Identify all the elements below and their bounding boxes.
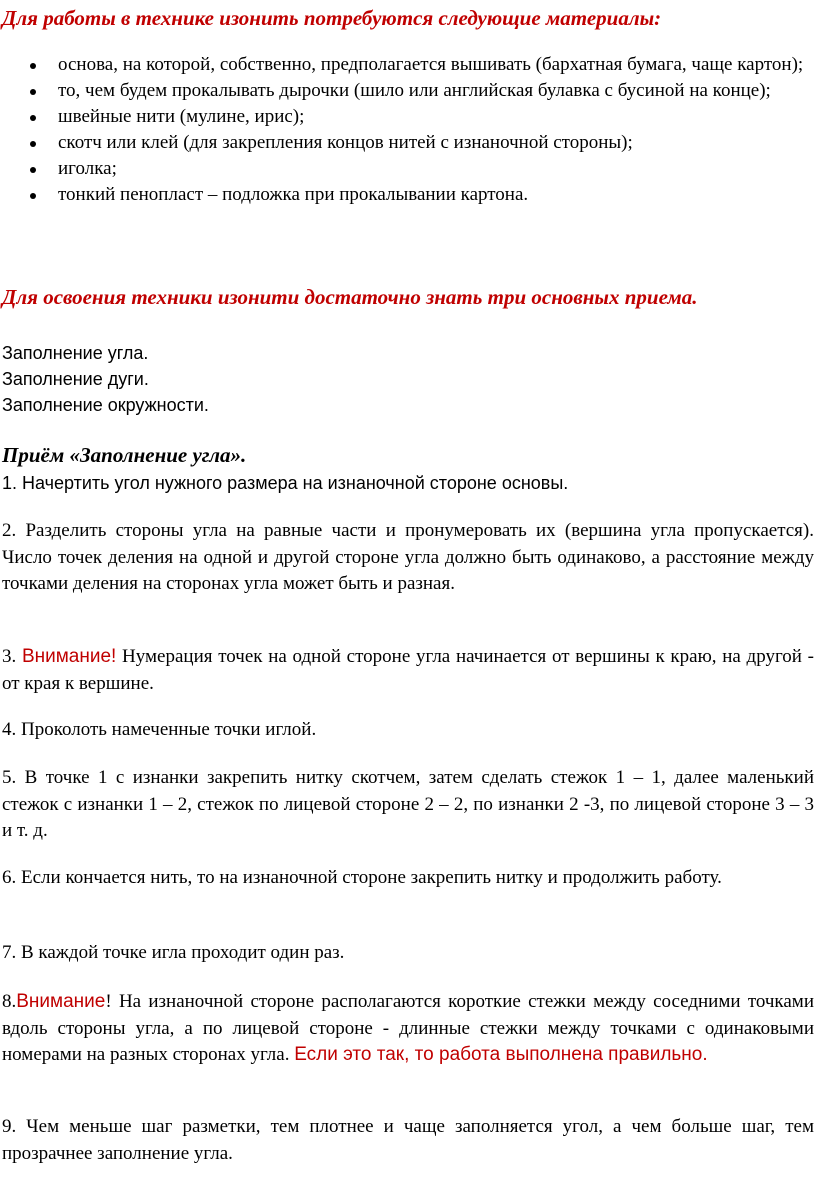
bullet-icon — [30, 89, 36, 95]
technique-item: Заполнение окружности. — [2, 395, 209, 415]
step-6: 6. Если кончается нить, то на изнаночной стороне закрепить нитку и продолжить работу. — [2, 867, 722, 888]
step-5: 5. В точке 1 с изнанки закрепить нитку скотчем, затем сделать стежок 1 – 1, далее маленький стежок с изнанки 1 – 2, стежок по лицевой стороне 2 – 2, по изнанки 2 -3, по лицевой стороне 3 – 3 и т. д. — [2, 767, 814, 841]
list-item: тонкий пенопласт – подложка при прокалывании картона. — [0, 182, 816, 208]
step-4: 4. Проколоть намеченные точки иглой. — [2, 719, 317, 740]
success-note: Если это так, то работа выполнена правильно. — [294, 1044, 708, 1065]
bullet-icon — [30, 167, 36, 173]
technique-item: Заполнение дуги. — [2, 369, 149, 389]
corner-heading: Приём «Заполнение угла». — [2, 443, 247, 467]
bullet-icon — [30, 141, 36, 147]
technique-item: Заполнение угла. — [2, 343, 149, 363]
step-2: 2. Разделить стороны угла на равные части и пронумеровать их (вершина угла пропускается). Число точек деления на одной и другой стороне угла должно быть одинаково, а расстояние между точками деления на сторонах угла может быть и разная. — [2, 520, 814, 594]
techniques-heading: Для освоения техники изонити достаточно знать три основных приема. — [2, 285, 698, 309]
list-item: швейные нити (мулине, ирис); — [0, 104, 816, 130]
step-1: 1. Начертить угол нужного размера на изнаночной стороне основы. — [2, 473, 569, 493]
list-item: скотч или клей (для закрепления концов нитей с изнаночной стороны); — [0, 130, 816, 156]
list-item: то, чем будем прокалывать дырочки (шило или английская булавка с бусиной на конце); — [0, 78, 816, 104]
list-item: основа, на которой, собственно, предполагается вышивать (бархатная бумага, чаще картон); — [0, 52, 816, 78]
step-7: 7. В каждой точке игла проходит один раз. — [2, 942, 345, 963]
bullet-icon — [30, 115, 36, 121]
bullet-icon — [30, 63, 36, 69]
step-9: 9. Чем меньше шаг разметки, тем плотнее и чаще заполняется угол, а чем больше шаг, тем прозрачнее заполнение угла. — [2, 1116, 814, 1164]
warning-label: Внимание — [16, 991, 106, 1012]
materials-list — [0, 52, 816, 208]
warning-label: Внимание! — [21, 646, 117, 667]
bullet-icon — [30, 193, 36, 199]
list-item: иголка; — [0, 156, 816, 182]
materials-heading: Для работы в технике изонить потребуются следующие материалы: — [2, 6, 662, 30]
step-8: 8.Внимание! На изнаночной стороне располагаются короткие стежки между соседними точками вдоль стороны угла, а по лицевой стороне - длинные стежки между точками с одинаковыми номерами на разных сторонах угла. Если это так, то работа выполнена правильно. — [2, 991, 814, 1065]
step-3: 3. Внимание! Нумерация точек на одной стороне угла начинается от вершины к краю, на другой - от края к вершине. — [2, 646, 814, 694]
